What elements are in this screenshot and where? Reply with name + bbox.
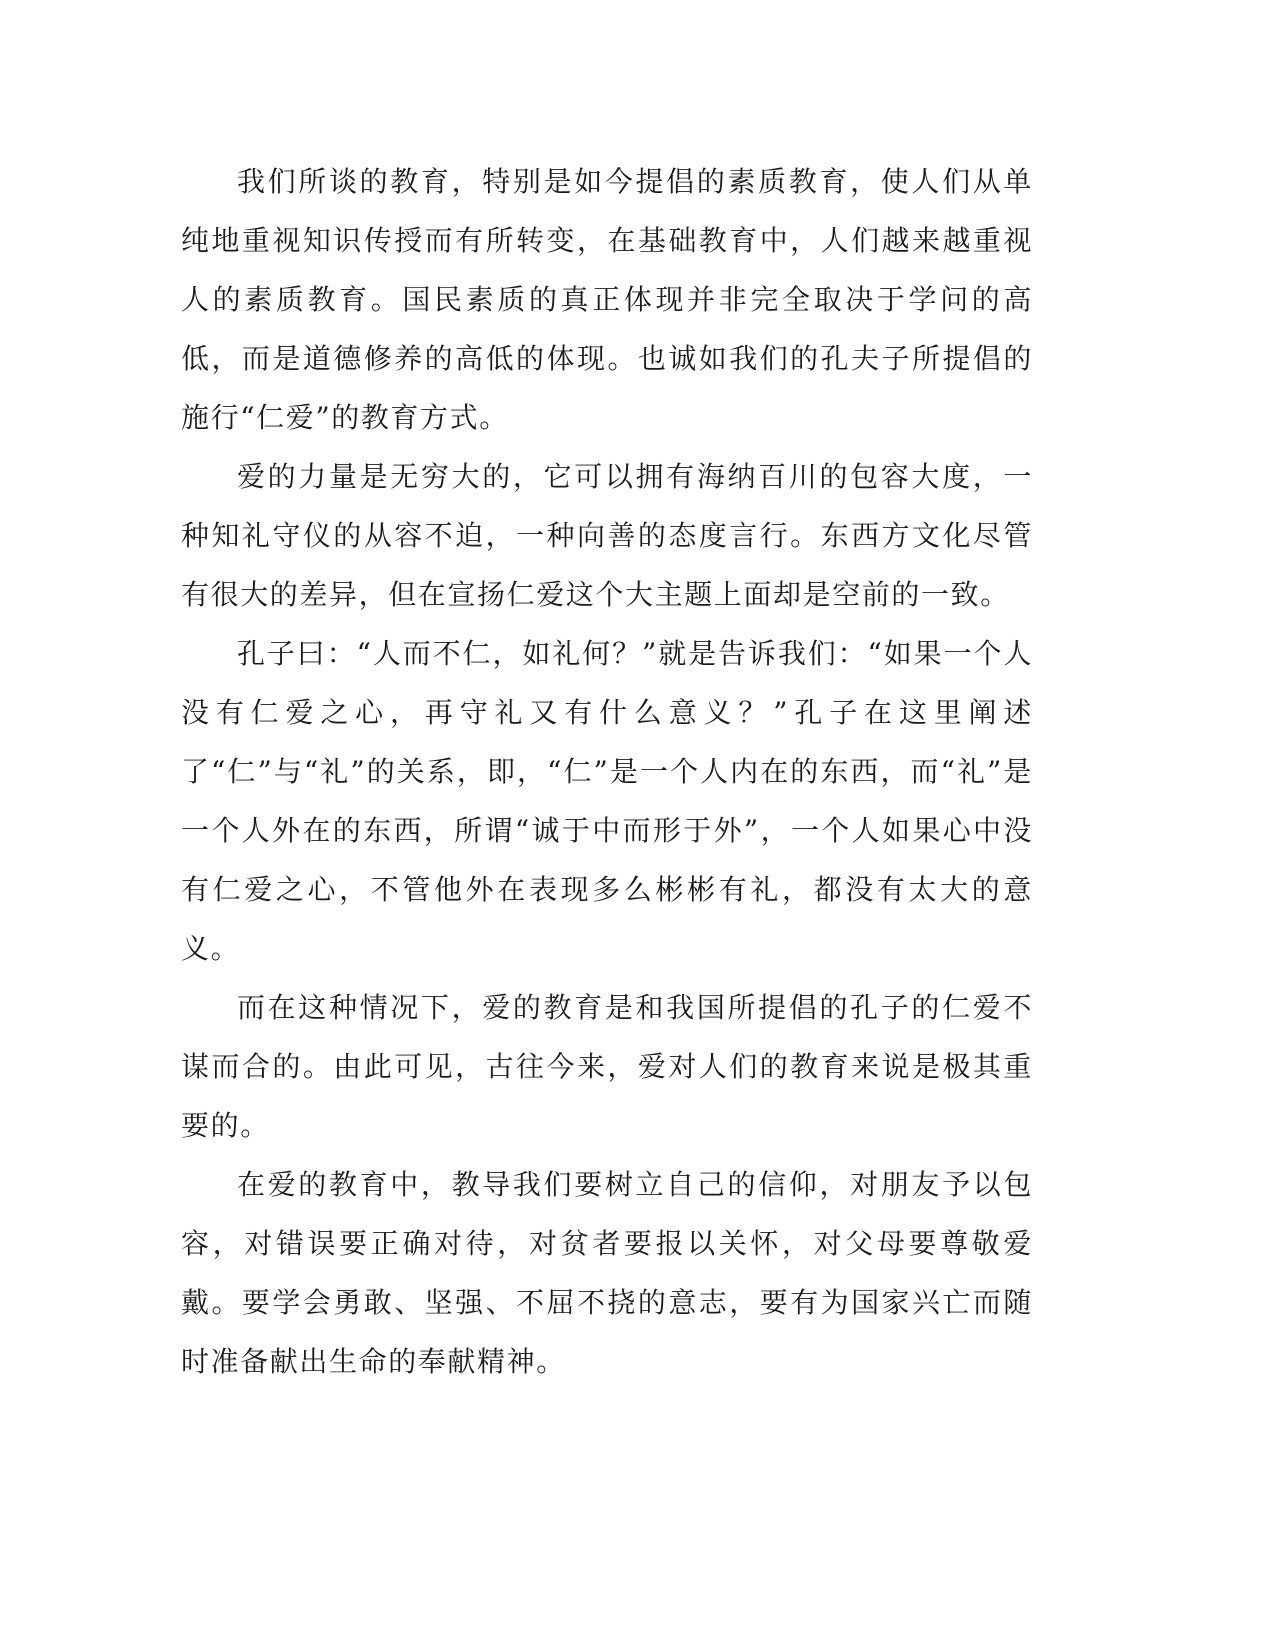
paragraph-1: 我们所谈的教育，特别是如今提倡的素质教育，使人们从单纯地重视知识传授而有所转变，在基础教育中，人们越来越重视人的素质教育。国民素质的真正体现并非完全取决于学问的高低，而是道德修养的高低的体现。也诚如我们的孔夫子所提倡的施行“仁爱”的教育方式。 bbox=[181, 165, 1033, 434]
paragraph-4: 而在这种情况下，爱的教育是和我国所提倡的孔子的仁爱不谋而合的。由此可见，古往今来，爱对人们的教育来说是极其重要的。 bbox=[181, 991, 1033, 1142]
document-body bbox=[181, 152, 1033, 1391]
paragraph-2: 爱的力量是无穷大的，它可以拥有海纳百川的包容大度，一种知礼守仪的从容不迫，一种向善的态度言行。东西方文化尽管有很大的差异，但在宣扬仁爱这个大主题上面却是空前的一致。 bbox=[181, 460, 1033, 611]
paragraph-3: 孔子曰：“人而不仁，如礼何？”就是告诉我们：“如果一个人没有仁爱之心，再守礼又有什么意义？”孔子在这里阐述了“仁”与“礼”的关系，即，“仁”是一个人内在的东西，而“礼”是一个人外在的东西，所谓“诚于中而形于外”，一个人如果心中没有仁爱之心，不管他外在表现多么彬彬有礼，都没有太大的意义。 bbox=[181, 637, 1033, 965]
paragraph-5: 在爱的教育中，教导我们要树立自己的信仰，对朋友予以包容，对错误要正确对待，对贫者要报以关怀，对父母要尊敬爱戴。要学会勇敢、坚强、不屈不挠的意志，要有为国家兴亡而随时准备献出生命的奉献精神。 bbox=[181, 1168, 1033, 1378]
